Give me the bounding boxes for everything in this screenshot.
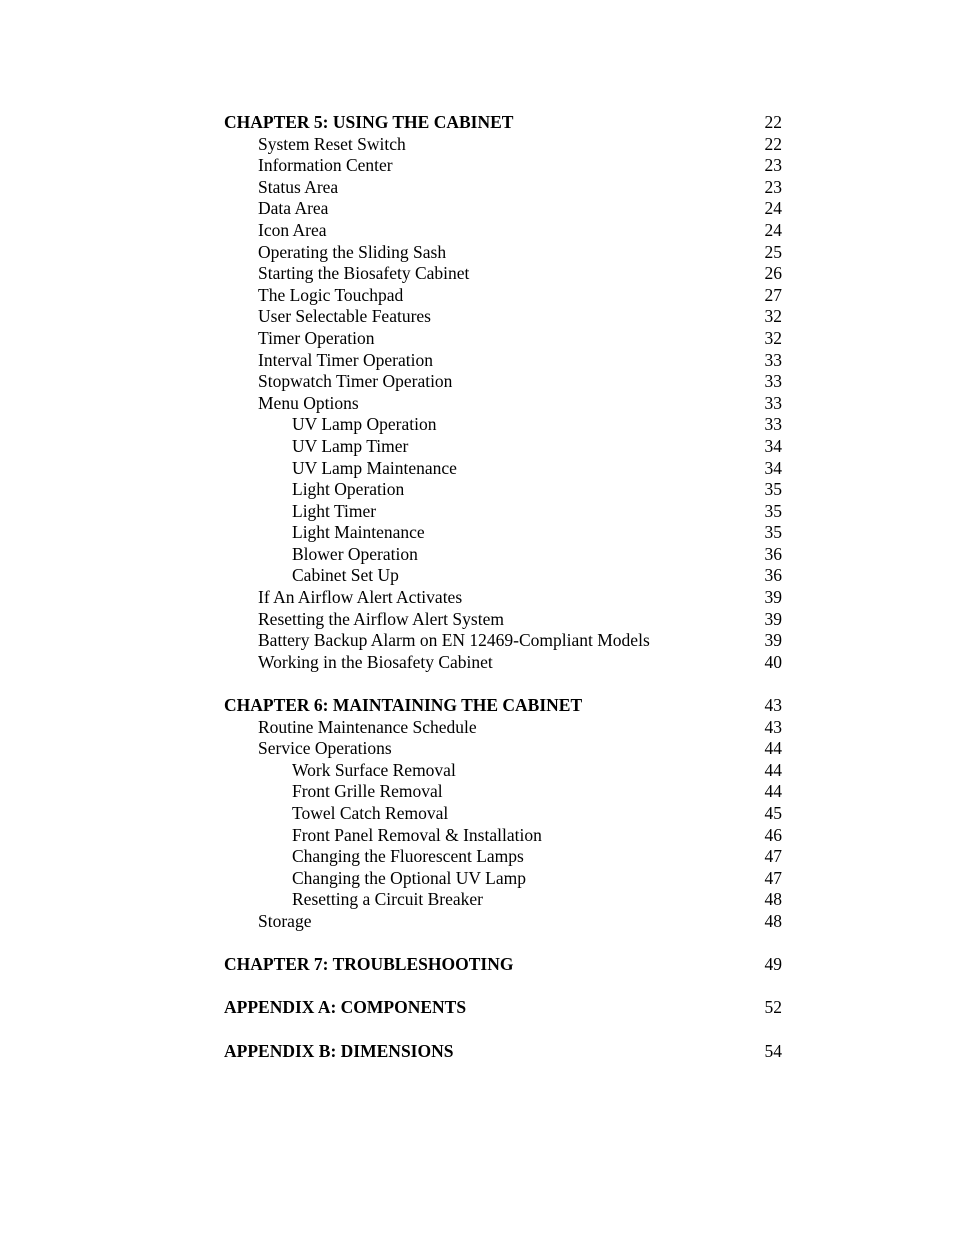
entry-page-number: 24 <box>764 198 782 219</box>
chapter-title: CHAPTER 6: MAINTAINING THE CABINET <box>224 695 583 716</box>
entry-title: UV Lamp Maintenance <box>292 457 457 478</box>
entry-title: Work Surface Removal <box>292 759 456 780</box>
entry-title: Data Area <box>258 198 329 219</box>
toc-subentry[interactable] <box>224 544 784 566</box>
entry-page-number: 33 <box>764 371 782 392</box>
entry-title: Menu Options <box>258 392 359 413</box>
toc-chapter-heading[interactable] <box>224 695 784 717</box>
entry-page-number: 24 <box>764 219 782 240</box>
toc-subentry[interactable] <box>224 846 784 868</box>
entry-page-number: 26 <box>764 263 782 284</box>
entry-title: Resetting a Circuit Breaker <box>292 889 483 910</box>
toc-entry[interactable] <box>224 371 784 393</box>
chapter-page-number: 52 <box>764 997 782 1018</box>
section-spacer <box>224 976 784 998</box>
toc-entry[interactable] <box>224 587 784 609</box>
toc-entry[interactable] <box>224 393 784 415</box>
entry-page-number: 25 <box>764 241 782 262</box>
chapter-page-number: 54 <box>764 1040 782 1061</box>
entry-title: UV Lamp Timer <box>292 435 409 456</box>
entry-title: Status Area <box>258 176 339 197</box>
entry-title: Service Operations <box>258 738 392 759</box>
toc-entry[interactable] <box>224 198 784 220</box>
entry-page-number: 44 <box>764 759 782 780</box>
entry-page-number: 33 <box>764 349 782 370</box>
toc-chapter-heading[interactable] <box>224 997 784 1019</box>
entry-title: Front Panel Removal & Installation <box>292 824 542 845</box>
entry-title: Working in the Biosafety Cabinet <box>258 651 493 672</box>
toc-subentry[interactable] <box>224 436 784 458</box>
toc-subentry[interactable] <box>224 889 784 911</box>
entry-title: Information Center <box>258 155 393 176</box>
chapter-title: APPENDIX A: COMPONENTS <box>224 997 467 1018</box>
toc-entry[interactable] <box>224 285 784 307</box>
toc-subentry[interactable] <box>224 868 784 890</box>
chapter-page-number: 43 <box>764 695 782 716</box>
entry-page-number: 36 <box>764 565 782 586</box>
toc-entry[interactable] <box>224 177 784 199</box>
entry-page-number: 33 <box>764 414 782 435</box>
entry-page-number: 23 <box>764 155 782 176</box>
toc-chapter-heading[interactable] <box>224 954 784 976</box>
toc-entry[interactable] <box>224 220 784 242</box>
toc-subentry[interactable] <box>224 760 784 782</box>
toc-entry[interactable] <box>224 134 784 156</box>
entry-page-number: 46 <box>764 824 782 845</box>
entry-page-number: 36 <box>764 543 782 564</box>
section-spacer <box>224 1019 784 1041</box>
toc-entry[interactable] <box>224 306 784 328</box>
entry-title: Towel Catch Removal <box>292 803 449 823</box>
entry-page-number: 45 <box>764 803 782 823</box>
section-spacer <box>224 933 784 955</box>
entry-page-number: 35 <box>764 479 782 500</box>
entry-title: Changing the Optional UV Lamp <box>292 867 526 888</box>
entry-page-number: 39 <box>764 587 782 608</box>
entry-title: Operating the Sliding Sash <box>258 241 447 262</box>
toc-entry[interactable] <box>224 350 784 372</box>
entry-page-number: 48 <box>764 889 782 910</box>
entry-page-number: 40 <box>764 651 782 672</box>
entry-title: Storage <box>258 910 312 931</box>
entry-title: Front Grille Removal <box>292 781 443 802</box>
toc-subentry[interactable] <box>224 501 784 523</box>
entry-title: User Selectable Features <box>258 306 431 327</box>
entry-title: Battery Backup Alarm on EN 12469-Compliant Models <box>258 630 650 651</box>
toc-entry[interactable] <box>224 263 784 285</box>
entry-page-number: 44 <box>764 781 782 802</box>
entry-title: Icon Area <box>258 219 327 240</box>
toc-entry[interactable] <box>224 242 784 264</box>
entry-page-number: 47 <box>764 846 782 867</box>
entry-title: Routine Maintenance Schedule <box>258 716 477 737</box>
entry-title: The Logic Touchpad <box>258 284 404 305</box>
entry-page-number: 35 <box>764 500 782 521</box>
entry-page-number: 44 <box>764 738 782 759</box>
toc-entry[interactable] <box>224 630 784 652</box>
toc-entry[interactable] <box>224 911 784 933</box>
entry-title: Timer Operation <box>258 327 375 348</box>
entry-page-number: 22 <box>764 133 782 154</box>
toc-entry[interactable] <box>224 155 784 177</box>
entry-page-number: 34 <box>764 457 782 478</box>
toc-entry[interactable] <box>224 717 784 739</box>
entry-page-number: 33 <box>764 392 782 413</box>
entry-page-number: 39 <box>764 608 782 629</box>
entry-page-number: 43 <box>764 716 782 737</box>
entry-title: System Reset Switch <box>258 133 406 154</box>
chapter-title: APPENDIX B: DIMENSIONS <box>224 1040 454 1061</box>
chapter-title: CHAPTER 5: USING THE CABINET <box>224 112 514 132</box>
toc-entry[interactable] <box>224 609 784 631</box>
entry-title: Stopwatch Timer Operation <box>258 371 453 392</box>
entry-title: Interval Timer Operation <box>258 349 433 370</box>
entry-page-number: 39 <box>764 630 782 651</box>
entry-page-number: 35 <box>764 522 782 543</box>
section-spacer <box>224 673 784 695</box>
toc-subentry[interactable] <box>224 414 784 436</box>
entry-page-number: 32 <box>764 327 782 348</box>
entry-title: Cabinet Set Up <box>292 565 399 586</box>
entry-page-number: 27 <box>764 284 782 305</box>
toc-subentry[interactable] <box>224 458 784 480</box>
entry-page-number: 23 <box>764 176 782 197</box>
toc-subentry[interactable] <box>224 803 784 825</box>
chapter-page-number: 22 <box>764 112 782 132</box>
entry-title: Resetting the Airflow Alert System <box>258 608 504 629</box>
entry-page-number: 47 <box>764 867 782 888</box>
entry-title: Blower Operation <box>292 543 418 564</box>
entry-title: Light Timer <box>292 500 377 521</box>
toc-entry[interactable] <box>224 328 784 350</box>
toc-subentry[interactable] <box>224 479 784 501</box>
toc-subentry[interactable] <box>224 522 784 544</box>
toc-entry[interactable] <box>224 738 784 760</box>
toc-entry[interactable] <box>224 652 784 674</box>
entry-title: Light Operation <box>292 479 405 500</box>
table-of-contents <box>224 112 784 1062</box>
chapter-page-number: 49 <box>764 954 782 975</box>
toc-subentry[interactable] <box>224 565 784 587</box>
entry-title: Changing the Fluorescent Lamps <box>292 846 524 867</box>
toc-chapter-heading[interactable] <box>224 112 784 134</box>
entry-title: Light Maintenance <box>292 522 425 543</box>
chapter-title: CHAPTER 7: TROUBLESHOOTING <box>224 954 514 975</box>
toc-subentry[interactable] <box>224 825 784 847</box>
toc-subentry[interactable] <box>224 781 784 803</box>
entry-page-number: 48 <box>764 910 782 931</box>
entry-title: If An Airflow Alert Activates <box>258 587 463 608</box>
toc-chapter-heading[interactable] <box>224 1041 784 1063</box>
entry-page-number: 34 <box>764 435 782 456</box>
entry-page-number: 32 <box>764 306 782 327</box>
entry-title: Starting the Biosafety Cabinet <box>258 263 470 284</box>
entry-title: UV Lamp Operation <box>292 414 437 435</box>
